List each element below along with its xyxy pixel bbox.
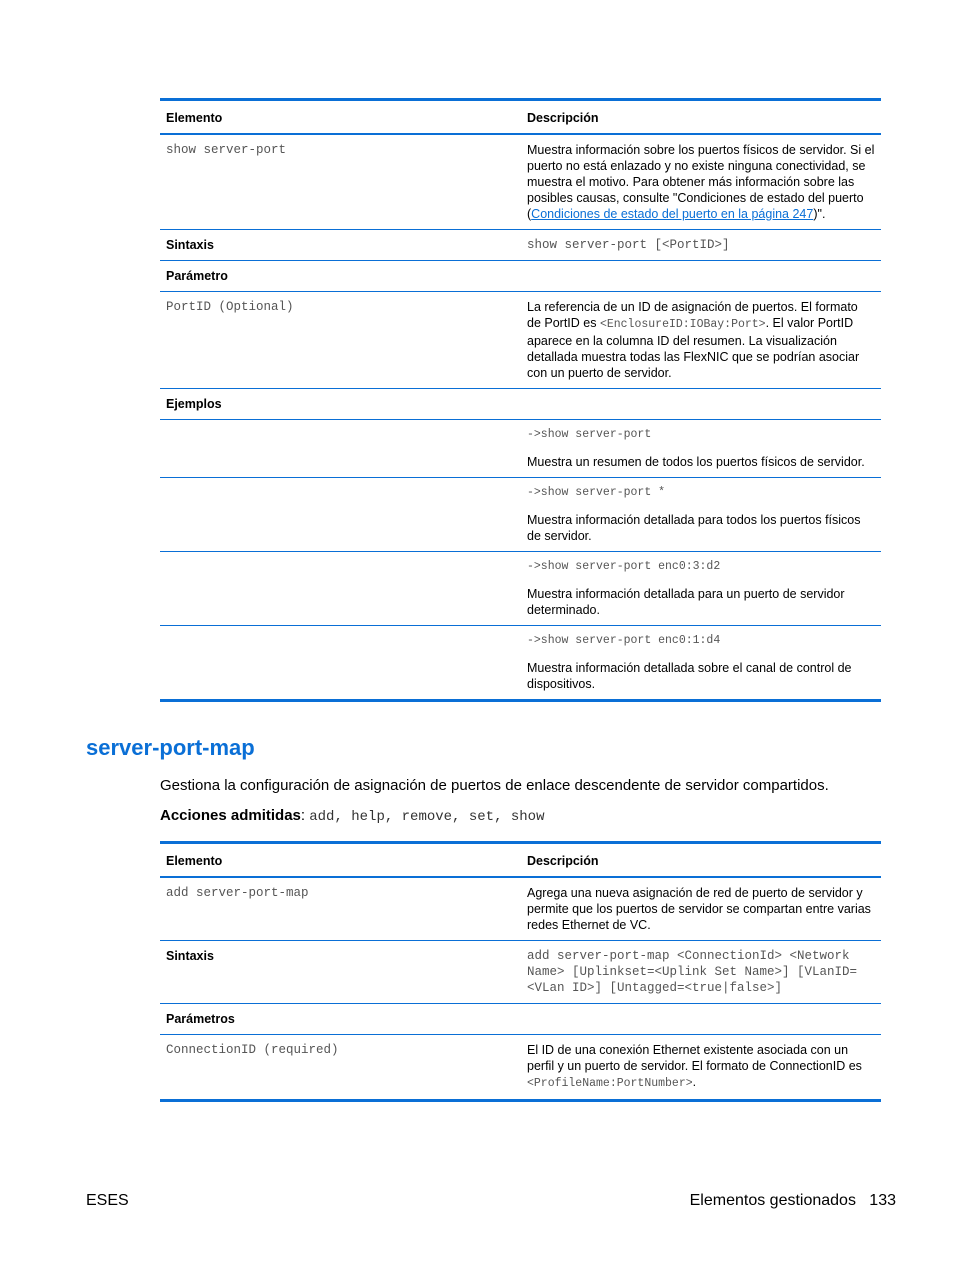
footer-page-info [690, 1192, 896, 1210]
parameter-format-code: <ProfileName:PortNumber> [527, 1077, 693, 1090]
parameter-description [521, 1035, 881, 1101]
example-row [160, 626, 881, 701]
table-row [160, 292, 881, 389]
table-row [160, 877, 881, 941]
example-command: ->show server-port * [527, 486, 666, 499]
example-description: Muestra información detallada sobre el canal de control de dispositivos. [527, 661, 852, 691]
examples-label: Ejemplos [166, 397, 222, 411]
syntax-label: Sintaxis [166, 949, 214, 963]
parameters-label: Parámetros [166, 1012, 235, 1026]
parameter-text-end: . [692, 1075, 697, 1089]
table-row [160, 261, 881, 292]
footer-language-code: ESES [86, 1192, 129, 1209]
parameter-text: El ID de una conexión Ethernet existente asociada con un perfil y un puerto de servidor. El formato de ConnectionID es [527, 1043, 862, 1073]
parameter-name: PortID (Optional) [166, 300, 294, 314]
table-header-row [160, 100, 881, 135]
example-description: Muestra información detallada para todos los puertos físicos de servidor. [527, 513, 861, 543]
table-row [160, 1035, 881, 1101]
description-text-end: )". [813, 207, 826, 221]
example-command: ->show server-port enc0:3:d2 [527, 560, 721, 573]
footer-chapter: Elementos gestionados [689, 1192, 856, 1209]
parameter-label: Parámetro [166, 269, 228, 283]
actions-label: Acciones admitidas [160, 807, 301, 824]
actions-colon: : [300, 807, 310, 824]
command-name: add server-port-map [166, 886, 309, 900]
header-element: Elemento [166, 111, 223, 125]
example-description: Muestra un resumen de todos los puertos físicos de servidor. [527, 455, 865, 469]
table-row [160, 230, 881, 261]
server-port-table [160, 98, 881, 702]
example-row [160, 552, 881, 626]
syntax-label: Sintaxis [166, 238, 214, 252]
table-row [160, 389, 881, 420]
parameter-description [521, 292, 881, 389]
syntax-value: show server-port [<PortID>] [527, 238, 730, 252]
example-description: Muestra información detallada para un puerto de servidor determinado. [527, 587, 845, 617]
command-description: Agrega una nueva asignación de red de puerto de servidor y permite que los puertos de servidor se compartan entre varias redes Ethernet de VC. [527, 886, 871, 932]
command-name: show server-port [166, 143, 287, 157]
parameter-format-code: <EnclosureID:IOBay:Port> [599, 318, 766, 331]
description-text: Muestra información sobre los puertos físicos de servidor. Si el puerto no está enlazado y no existe ninguna conectividad, se muestra el motivo. Para obtener más información sobre las posibles causas, consulte "Condiciones de estado del puerto ( [527, 143, 875, 221]
header-element: Elemento [166, 854, 223, 868]
example-row [160, 420, 881, 478]
actions-list: add, help, remove, set, show [309, 809, 545, 825]
section-title: server-port-map [86, 735, 255, 760]
example-command: ->show server-port [527, 428, 652, 441]
table-row [160, 1004, 881, 1035]
parameter-name: ConnectionID (required) [166, 1043, 339, 1057]
server-port-map-table [160, 841, 881, 1102]
parameter-text: La referencia de un ID de asignación de puertos. El formato de PortID es [527, 300, 858, 330]
syntax-value: add server-port-map <ConnectionId> <Network Name> [Uplinkset=<Uplink Set Name>] [VLanID=<VLan ID>] [Untagged=<true|false>] [527, 949, 858, 995]
header-description: Descripción [527, 854, 599, 868]
example-command: ->show server-port enc0:1:d4 [527, 634, 721, 647]
table-header-row [160, 843, 881, 878]
table-row [160, 134, 881, 230]
page-number: 133 [869, 1192, 896, 1209]
command-description [521, 134, 881, 230]
parameter-text-end: . El valor PortID aparece en la columna ID del resumen. La visualización detallada muestra todas las FlexNIC que se podrían asociar con un puerto de servidor. [527, 316, 860, 380]
section-intro: Gestiona la configuración de asignación de puertos de enlace descendente de servidor compartidos. [160, 777, 829, 794]
supported-actions [160, 807, 544, 825]
header-description: Descripción [527, 111, 599, 125]
table-row [160, 941, 881, 1004]
example-row [160, 478, 881, 552]
port-state-link[interactable]: Condiciones de estado del puerto en la página 247 [531, 207, 814, 221]
